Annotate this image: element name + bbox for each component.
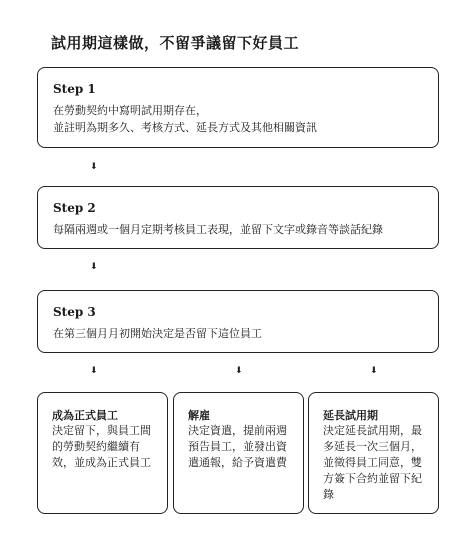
outcome-extend-box — [308, 392, 439, 514]
outcome-extend-title: 延長試用期 — [323, 409, 378, 422]
step-1-box — [37, 67, 439, 148]
outcome-hire-text: 決定留下，與員工間的勞動契約繼續有效，並成為正式員工 — [52, 424, 151, 469]
outcome-hire-title: 成為正式員工 — [52, 409, 118, 422]
step-1-text — [53, 102, 317, 136]
step-3-label: Step 3 — [53, 305, 96, 319]
step-2-line-1: 每隔兩週或一個月定期考核員工表現，並留下文字或錄音等談話紀錄 — [53, 223, 383, 236]
outcome-hire-box — [37, 392, 168, 514]
step-1-line-1: 在勞動契約中寫明試用期存在， — [53, 104, 207, 117]
outcome-dismiss-title: 解雇 — [188, 409, 210, 422]
step-1-line-2: 並註明為期多久、考核方式、延長方式及其他相關資訊 — [53, 121, 317, 134]
step-3-box — [37, 290, 439, 353]
down-arrow-icon: ⬇ — [90, 366, 98, 376]
step-2-text — [53, 221, 383, 238]
outcome-dismiss-box — [173, 392, 304, 514]
step-2-label: Step 2 — [53, 201, 96, 215]
page-title: 試用期這樣做，不留爭議留下好員工 — [51, 34, 300, 52]
step-3-line-1: 在第三個月月初開始決定是否留下這位員工 — [53, 327, 262, 340]
step-2-box — [37, 186, 439, 249]
down-arrow-icon: ⬇ — [235, 366, 243, 376]
down-arrow-icon: ⬇ — [370, 366, 378, 376]
outcome-dismiss-text: 決定資遣，提前兩週預告員工，並發出資遣通報，給予資遣費 — [188, 424, 287, 469]
step-1-label: Step 1 — [53, 82, 96, 96]
down-arrow-icon: ⬇ — [90, 262, 98, 272]
step-3-text — [53, 325, 262, 342]
outcome-extend-text: 決定延長試用期，最多延長一次三個月，並徵得員工同意，雙方簽下合約並留下紀錄 — [323, 424, 422, 501]
down-arrow-icon: ⬇ — [90, 162, 98, 172]
